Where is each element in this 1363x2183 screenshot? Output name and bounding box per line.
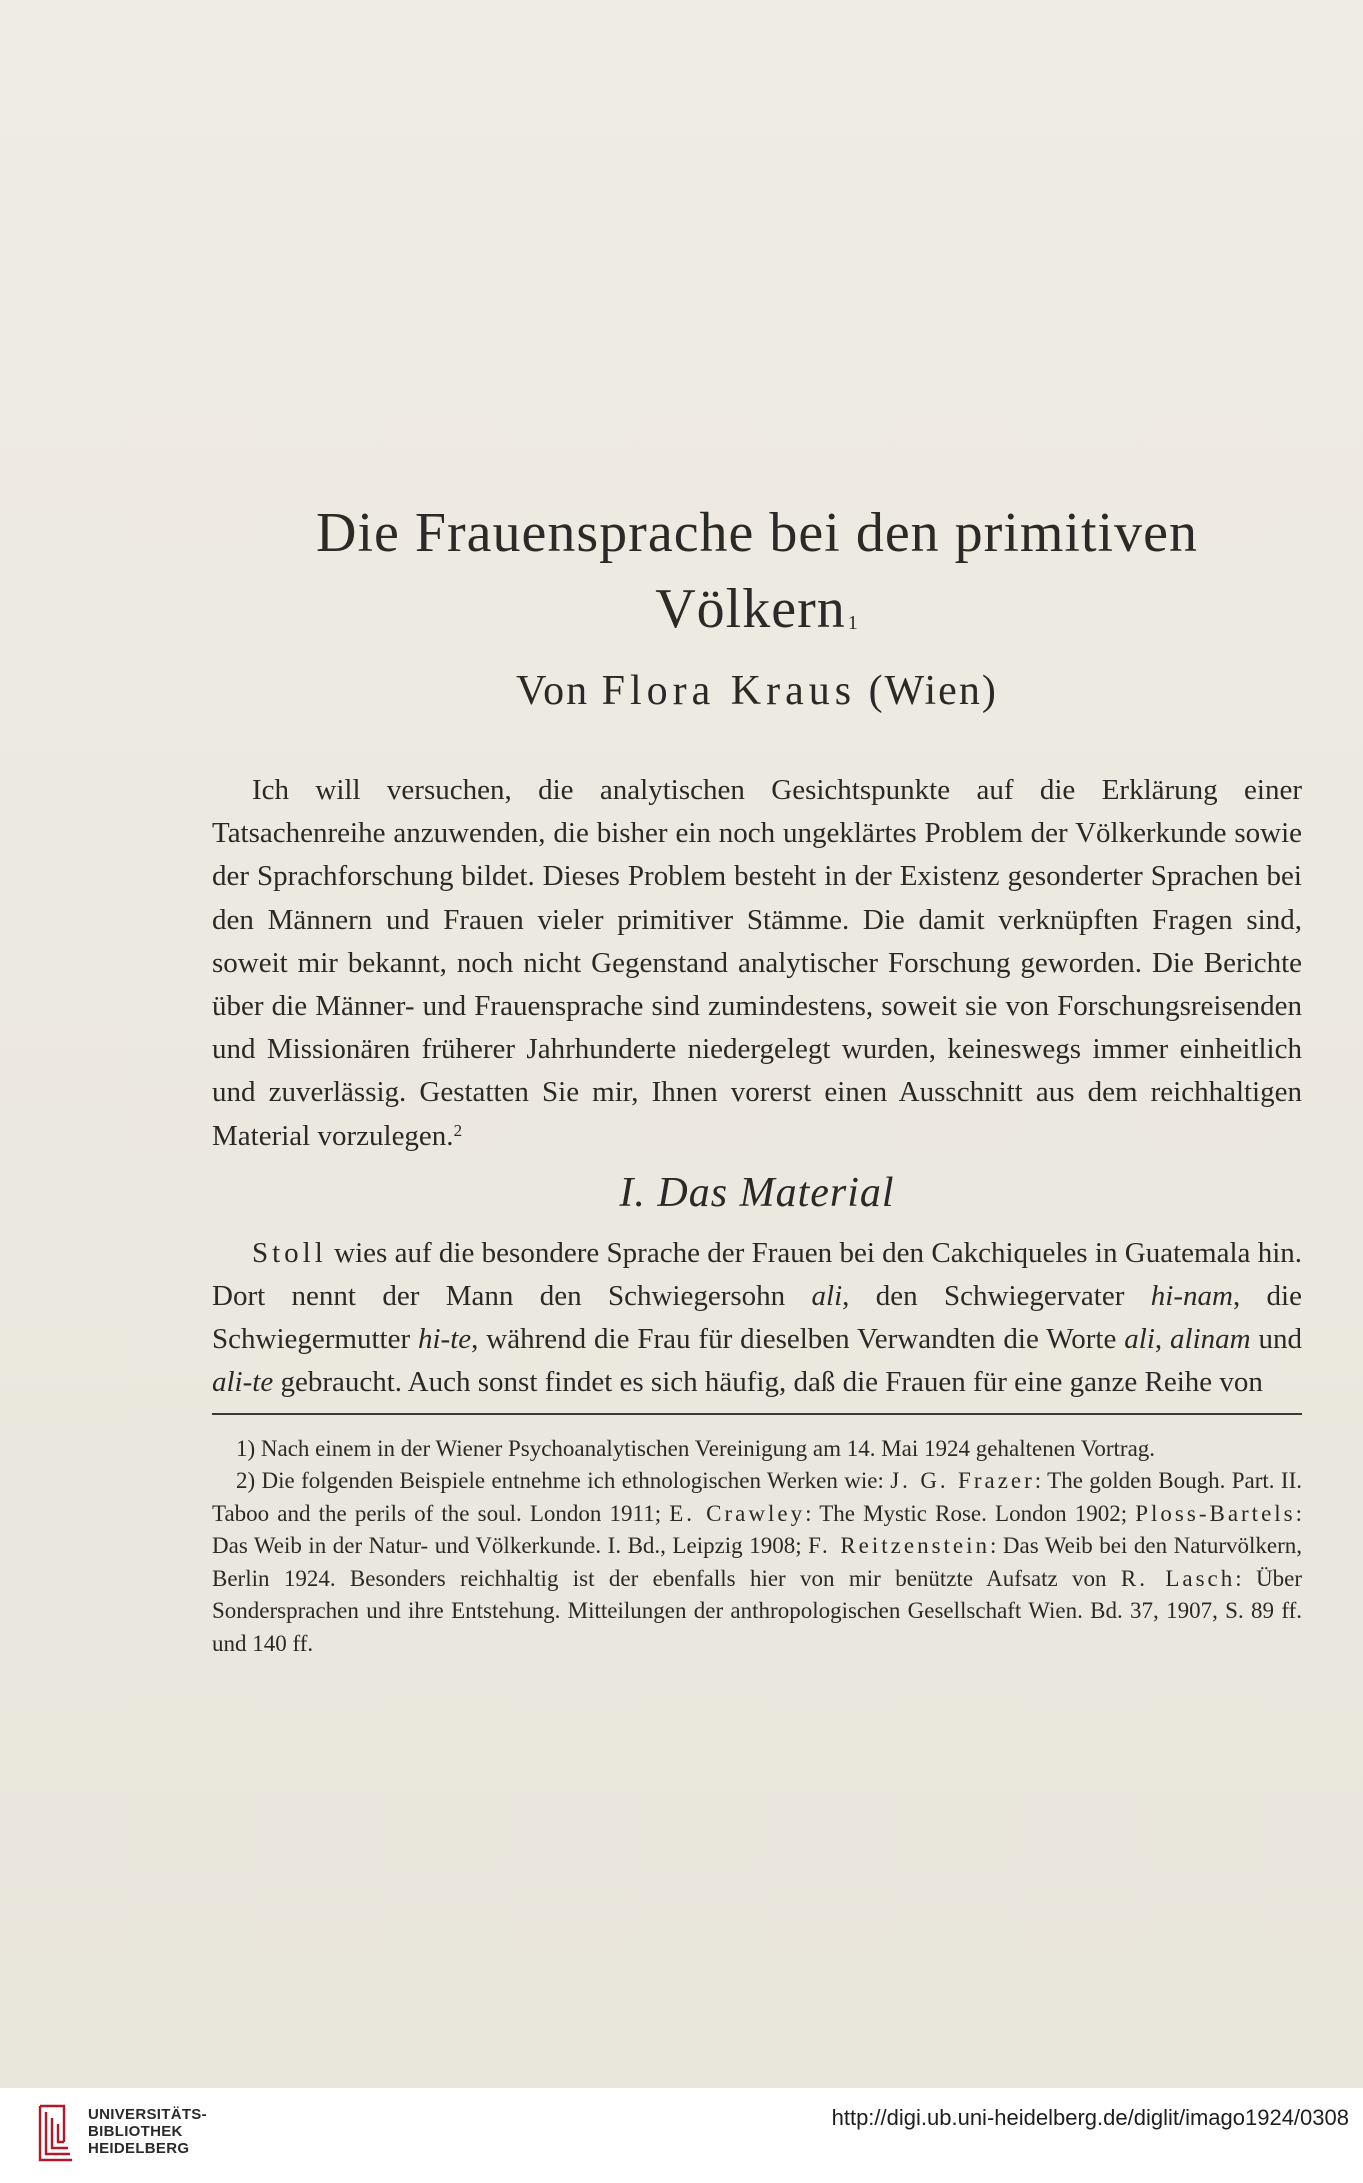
intro-footnote-mark: 2 — [453, 1120, 463, 1140]
text-run: , den Schwiegervater — [842, 1280, 1151, 1313]
word-example: hi-nam — [1150, 1280, 1233, 1313]
library-name-line: UNIVERSITÄTS- — [88, 2106, 207, 2123]
title-footnote-mark: 1 — [847, 612, 859, 634]
word-example: ali-te — [212, 1366, 274, 1399]
word-example: alinam — [1170, 1323, 1251, 1356]
cited-author: Ploss-Bartels — [1135, 1500, 1296, 1526]
cited-author: J. G. Frazer — [890, 1468, 1035, 1494]
intro-paragraph — [212, 769, 1302, 1158]
word-example: ali — [1124, 1323, 1155, 1356]
word-example: ali — [811, 1280, 843, 1313]
article-title — [212, 495, 1302, 647]
text-run: , — [1154, 1323, 1171, 1356]
page-content — [212, 495, 1302, 1660]
footnote-2 — [212, 1465, 1302, 1660]
text-run: : The golden Bough. Part. II. Taboo and the perils of the soul. London 1911; — [212, 1468, 1302, 1526]
text-run: : Über Sondersprachen und ihre Entstehung. Mitteilungen der anthropologischen Gesellschaft Wien. Bd. 37, 1907, S. 89 ff. und 140 ff. — [212, 1565, 1302, 1656]
article-title-text: Die Frauensprache bei den primitiven Völkern — [316, 502, 1198, 640]
author-name: Flora Kraus — [601, 668, 857, 714]
intro-paragraph-text: Ich will versuchen, die analytischen Gesichtspunkte auf die Erklärung einer Tatsachenreihe anzuwenden, die bisher ein noch ungeklärtes Problem der Völkerkunde sowie der Sprachforschung bildet. Dieses Problem besteht in der Existenz gesonderter Sprachen bei den Männern und Frauen vieler primitiver Stämme. Die damit verknüpften Fragen sind, soweit mir bekannt, noch nicht Gegenstand analytischer Forschung geworden. Die Berichte über die Männer- und Frauensprache sind zumindestens, soweit sie von Forschungsreisenden und Missionären früherer Jahrhunderte niedergelegt wurden, keineswegs immer einheitlich und zuverlässig. Gestatten Sie mir, Ihnen vorerst einen Ausschnitt aus dem reichhaltigen Material vorzulegen. — [212, 774, 1302, 1152]
text-run: : Das Weib in der Natur- und Völkerkunde. I. Bd., Leipzig 1908; — [212, 1500, 1303, 1559]
text-run: , die Schwiegermutter — [212, 1280, 1302, 1356]
author-location: (Wien) — [868, 668, 998, 714]
author-prefix: Von — [516, 668, 590, 714]
library-name-line: HEIDELBERG — [88, 2140, 190, 2157]
word-example: hi-te — [418, 1323, 472, 1356]
footnote-1: 1) Nach einem in der Wiener Psychoanalytischen Vereinigung am 14. Mai 1924 gehaltenen Vortrag. — [236, 1435, 1156, 1461]
author-citation-stoll: Stoll — [252, 1236, 327, 1269]
material-paragraph — [212, 1232, 1302, 1405]
text-run: 2) Die folgenden Beispiele entnehme ich ethnologischen Werken wie: — [236, 1468, 891, 1494]
text-run: gebraucht. Auch sonst findet es sich häufig, daß die Frauen für eine ganze Reihe von — [273, 1366, 1263, 1399]
text-run: : Das Weib bei den Naturvölkern, Berlin 1924. Besonders reichhaltig ist der ebenfalls hier von mir benützte Aufsatz von — [212, 1533, 1302, 1591]
section-heading: I. Das Material — [619, 1169, 895, 1216]
article-author — [212, 661, 1302, 721]
text-run: : The Mystic Rose. London 1902; — [805, 1500, 1136, 1526]
library-name — [88, 2106, 207, 2157]
heidelberg-library-logo-icon — [34, 2102, 78, 2164]
cited-author: F. Reitzenstein — [808, 1533, 991, 1559]
text-run: wies auf die besondere Sprache der Frauen bei den Cakchiqueles in Guatemala hin. Dort nennt der Mann den Schwiegersohn — [212, 1236, 1302, 1313]
text-run: und — [1250, 1323, 1303, 1356]
cited-author: R. Lasch — [1120, 1565, 1236, 1591]
document-url[interactable]: http://digi.ub.uni-heidelberg.de/diglit/imago1924/0308 — [831, 2105, 1349, 2130]
footnote-divider — [212, 1413, 1302, 1415]
text-run: , während die Frau für dieselben Verwandten die Worte — [471, 1323, 1125, 1356]
cited-author: E. Crawley — [669, 1500, 806, 1526]
library-name-line: BIBLIOTHEK — [88, 2123, 183, 2140]
